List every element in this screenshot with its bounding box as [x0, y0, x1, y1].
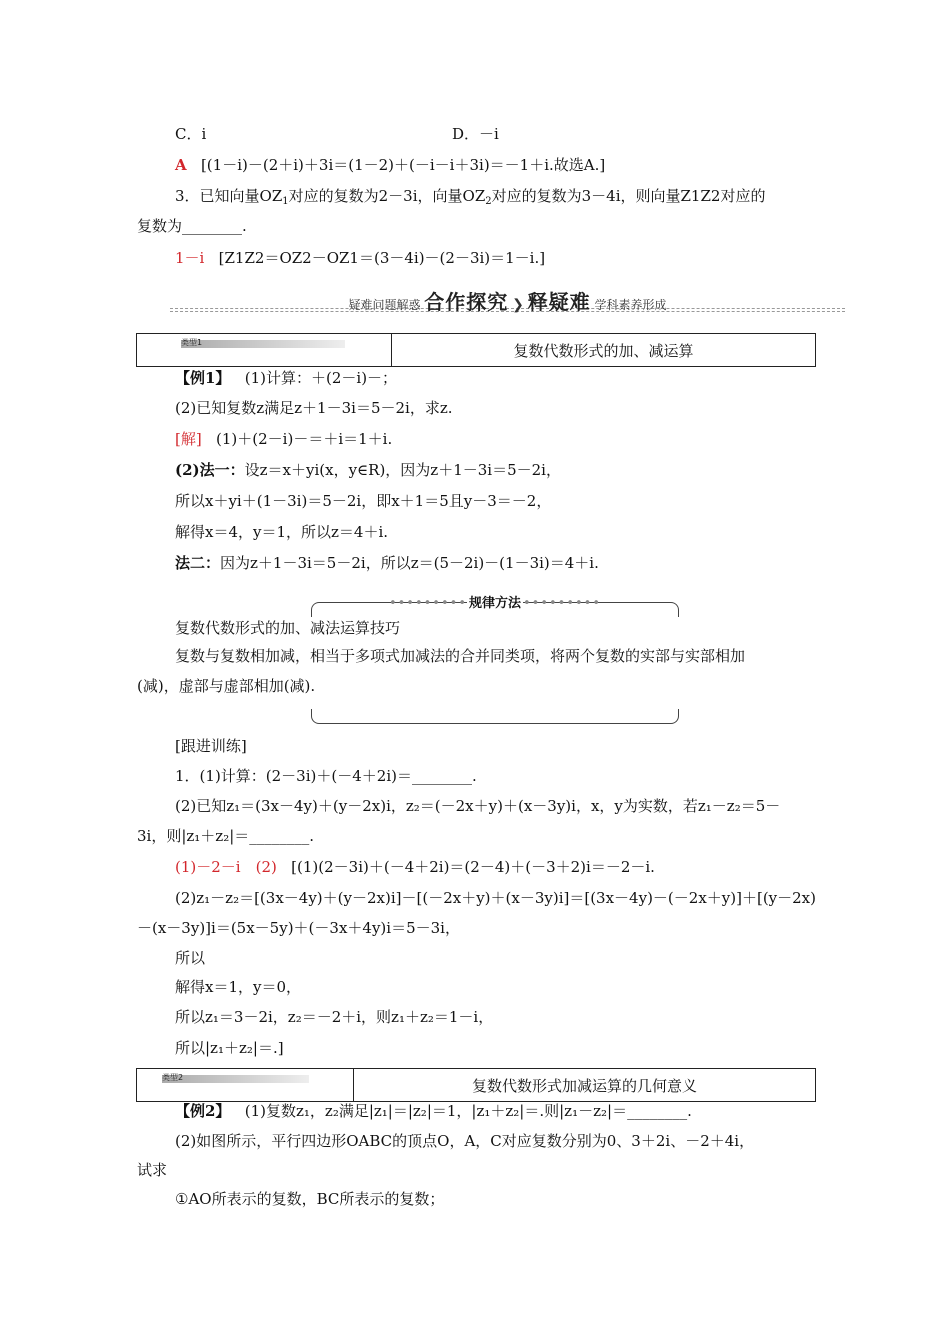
training-1-part-2: (2)已知z₁＝(3x－4y)＋(y－2x)i，z₂＝(－2x＋y)＋(x－3y)i，x，y为实数，若z₁－z₂＝5－ — [175, 797, 781, 815]
answer-letter: A — [175, 156, 187, 174]
type-1-title: 复数代数形式的加、减运算 — [513, 341, 694, 360]
type-1-header — [136, 333, 816, 367]
answer-2 — [175, 155, 605, 175]
answer-3-text: [Z1Z2＝OZ2－OZ1＝(3－4i)－(2－3i)＝1－i.] — [218, 249, 546, 267]
question-3-line2: 复数为________. — [137, 217, 247, 235]
method-one-text: 设z＝x＋yi(x，y∈R)，因为z＋1－3i＝5－2i， — [244, 461, 561, 479]
solution-2 — [175, 460, 561, 480]
question-3: 3．已知向量$OZ_1$对应的复数为2－3i，向量$OZ_2$对应的复数为3－4i，则向量Z1Z2对应的 — [175, 187, 766, 207]
method-two-text: 因为z＋1－3i＝5－2i，所以z＝(5－2i)－(1－3i)＝4＋i. — [220, 554, 599, 572]
answer-text: [(1－i)－(2＋i)＋3i＝(1－2)＋(－i－i＋3i)＝－1＋i.故选A.] — [200, 156, 606, 174]
example-1-part-2: (2)已知复数z满足z＋1－3i＝5－2i，求z. — [175, 399, 453, 417]
training-solution-1: (2)z₁－z₂＝[(3x－4y)＋(y－2x)i]－[(－2x＋y)＋(x－3y)i]＝[(3x－4y)－(－2x＋y)]＋[(y－2x) — [175, 889, 816, 907]
type-2-tag: 类型2 — [162, 1073, 184, 1082]
method-box: ••••••••• 规律方法 ••••••••• — [311, 594, 679, 724]
type-2-header — [136, 1068, 816, 1102]
example-2-subquestion-1: ①AO所表示的复数，BC所表示的复数； — [175, 1190, 445, 1208]
type-2-title: 复数代数形式加减运算的几何意义 — [471, 1076, 697, 1095]
method-two-label: 法二： — [175, 554, 221, 572]
option-d: D．－i — [452, 125, 499, 143]
solution-1-text: (1)＋(2－i)－＝＋i＝1＋i. — [216, 430, 393, 448]
example-1-text: (1)计算：＋(2－i)－； — [244, 369, 398, 387]
solution-4: 解得x＝4，y＝1，所以z＝4＋i. — [175, 523, 389, 541]
method-title: 复数代数形式的加、减法运算技巧 — [175, 619, 401, 637]
training-1: 1．(1)计算：(2－3i)＋(－4＋2i)＝________. — [175, 767, 477, 785]
follow-up-heading: [跟进训练] — [175, 737, 247, 755]
example-1-label: 【例1】 — [175, 369, 231, 387]
training-solution-6: 所以|z₁＋z₂|＝.] — [175, 1039, 284, 1057]
example-2-part-2: (2)如图所示，平行四边形OABC的顶点O，A，C对应复数分别为0、3＋2i、－2＋4i， — [175, 1132, 755, 1150]
training-1-answer — [175, 857, 655, 877]
training-solution-4: 解得x＝1，y＝0， — [175, 978, 302, 996]
answer-3-value: 1－i — [175, 249, 205, 267]
method-label: 规律方法 — [468, 596, 521, 611]
training-solution-2: －(x－3y)]i＝(5x－5y)＋(－3x＋4y)i＝5－3i， — [137, 919, 460, 937]
banner-left-text: 疑难问题解惑 — [348, 298, 421, 312]
training-1-part-2-cont: 3i，则|z₁＋z₂|＝________. — [137, 827, 315, 845]
training-solution-5: 所以z₁＝3－2i，z₂＝－2＋i，则z₁＋z₂＝1－i， — [175, 1008, 494, 1026]
example-1 — [175, 368, 397, 388]
method-one-label: (2)法一： — [175, 461, 245, 479]
example-2 — [175, 1101, 692, 1121]
option-c: C．i — [175, 125, 207, 143]
banner-main-2: 释疑难 — [527, 290, 591, 314]
solution-1 — [175, 429, 392, 449]
example-2-text: (1)复数z₁，z₂满足|z₁|＝|z₂|＝1，|z₁＋z₂|＝.则|z₁－z₂|＝________. — [244, 1102, 692, 1120]
example-2-label: 【例2】 — [175, 1102, 231, 1120]
solution-5 — [175, 553, 599, 573]
chevron-right-icon: ❯ — [512, 297, 524, 313]
banner-main-1: 合作探究 — [424, 290, 509, 314]
q3-part-c: 对应的复数为3－4i，则向量Z1Z2对应的 — [491, 187, 766, 205]
training-answer-text: [(1)(2－3i)＋(－4＋2i)＝(2－4)＋(－3＋2)i＝－2－i. — [291, 858, 655, 876]
section-banner — [170, 286, 845, 314]
solution-label: [解] — [175, 430, 202, 448]
method-line-1: 复数与复数相加减，相当于多项式加减法的合并同类项，将两个复数的实部与实部相加 — [175, 647, 746, 665]
training-solution-3: 所以 — [175, 949, 206, 967]
training-answer-values: (1)－2－i (2) — [175, 858, 277, 876]
answer-3 — [175, 248, 545, 268]
example-2-part-2-cont: 试求 — [137, 1161, 168, 1179]
q3-part-a: 3．已知向量OZ — [175, 187, 283, 205]
q3-part-b: 对应的复数为2－3i，向量OZ — [288, 187, 486, 205]
method-line-2: (减)，虚部与虚部相加(减). — [137, 677, 316, 695]
type-1-tag: 类型1 — [181, 338, 203, 347]
solution-3: 所以x＋yi＋(1－3i)＝5－2i，即x＋1＝5且y－3＝－2， — [175, 492, 552, 510]
banner-right-text: 学科素养形成 — [594, 298, 667, 312]
